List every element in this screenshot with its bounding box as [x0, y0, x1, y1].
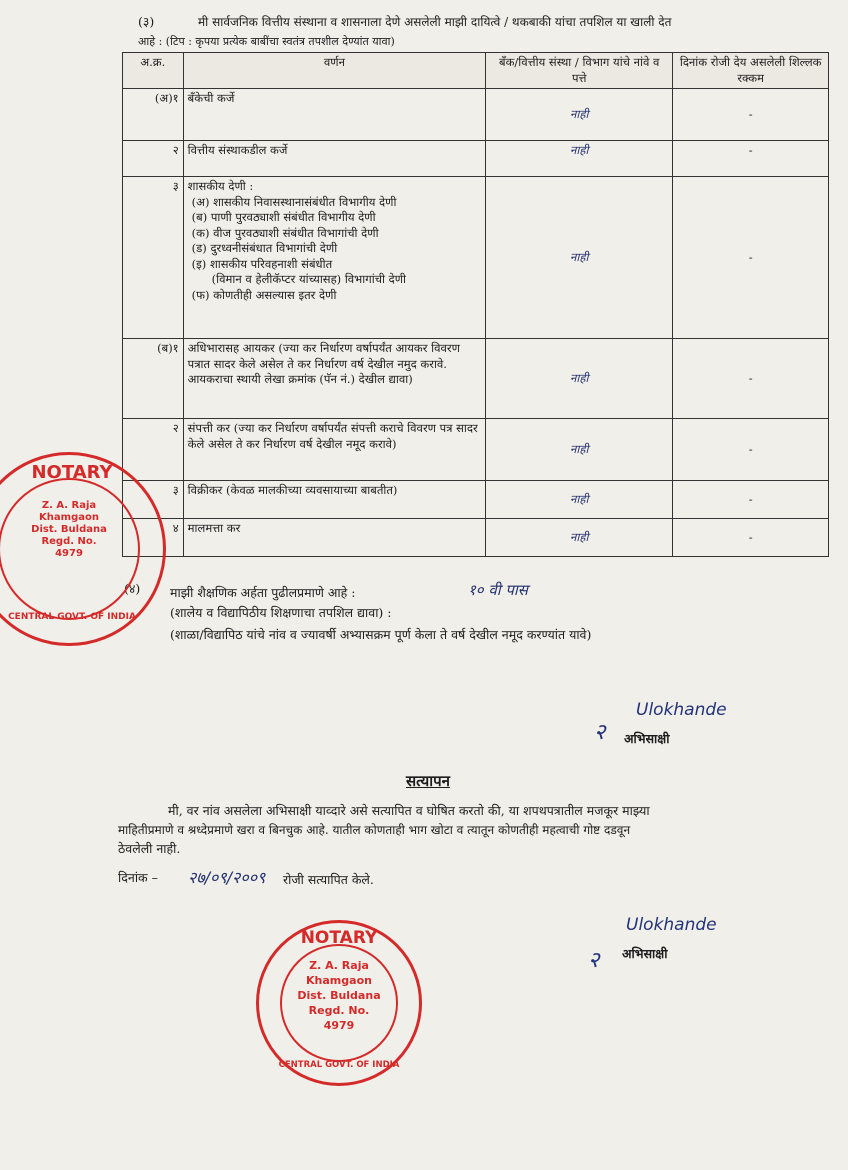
date-suffix: रोजी सत्यापित केले. — [283, 872, 374, 887]
row-bank: नाही — [486, 141, 673, 177]
stamp-bottom-text: CENTRAL GOVT. OF INDIA — [278, 1060, 400, 1070]
liabilities-table — [122, 52, 829, 557]
row-amount: - — [673, 89, 829, 141]
row-description: मालमत्ता कर — [183, 519, 485, 557]
row-description: संपत्ती कर (ज्या कर निर्धारण वर्षापर्यंत संपत्ती कराचे विवरण पत्र सादर केले असेल ते कर निर्धारण वर्ष देखील नमूद करावे) — [183, 419, 485, 481]
section3-heading-line2: आहे : (टिप : कृपया प्रत्येक बाबींचा स्वतंत्र तपशील देण्यांत यावा) — [138, 35, 395, 48]
section4-line2: (शालेय व विद्यापिठीय शिक्षणाचा तपशिल द्यावा) : — [170, 605, 392, 620]
stamp-regd: Regd. No. — [41, 536, 97, 547]
stamp-bottom-text: CENTRAL GOVT. OF INDIA — [8, 612, 136, 622]
row-amount: - — [673, 419, 829, 481]
row-description: शासकीय देणी : — [187, 179, 254, 193]
row-sr: ४ — [123, 519, 184, 557]
date-value: २७/०९/२००९ — [188, 868, 266, 887]
row-sr: २ — [123, 419, 184, 481]
stamp-district: Dist. Buldana — [297, 989, 381, 1002]
sub-item: (इ) शासकीय परिवहनाशी संबंधीत — [191, 256, 333, 271]
row-sr: ३ — [123, 481, 184, 519]
verification-line1: मी, वर नांव असलेला अभिसाक्षी याव्दारे असे सत्यापित व घोषित करतो की, या शपथपत्रातील मजकूर माझ्या — [168, 803, 650, 818]
header-sr: अ.क्र. — [123, 53, 184, 89]
section3-heading-line1: मी सार्वजनिक वित्तीय संस्थाना व शासनाला देणे असलेली माझी दायित्वे / थकबाकी यांचा तपशिल या खाली देत — [198, 15, 672, 29]
row-bank: नाही — [486, 481, 673, 519]
row-sr: २ — [123, 141, 184, 177]
verification-title: सत्यापन — [406, 772, 450, 790]
row-bank: नाही — [486, 419, 673, 481]
row-amount: - — [673, 481, 829, 519]
row-amount: - — [673, 519, 829, 557]
stamp-top-text: NOTARY — [300, 928, 378, 948]
table-row — [123, 177, 829, 339]
row-description: बँकेची कर्जे — [183, 89, 485, 141]
row-amount: - — [673, 177, 829, 339]
sub-item: (ब) पाणी पुरवठ्याशी संबंधीत विभागीय देणी — [191, 210, 376, 224]
signature2-name: Ulokhande — [626, 915, 717, 935]
row-bank: नाही — [486, 339, 673, 419]
row-bank: नाही — [486, 89, 673, 141]
stamp-place: Khamgaon — [306, 974, 372, 987]
table-row — [123, 419, 829, 481]
table-header-row — [123, 53, 829, 89]
stamp-top-text: NOTARY — [31, 462, 113, 483]
row-amount: - — [673, 339, 829, 419]
section4-number: (४) — [124, 581, 141, 596]
stamp-center — [14, 500, 124, 560]
row-description-group — [183, 177, 485, 339]
table-row — [123, 89, 829, 141]
stamp-name: Z. A. Raja — [309, 959, 369, 972]
header-bank: बँक/वित्तीय संस्था / विभाग यांचे नांवे व पत्ते — [486, 53, 673, 89]
qualification-handwritten: १० वी पास — [468, 581, 528, 599]
row-description: अधिभारासह आयकर (ज्या कर निर्धारण वर्षापर्यंत आयकर विवरण पत्रात सादर केले असेल ते कर निर्धारण वर्ष देखील नमुद करावे. आयकराचा स्थायी लेखा क्रमांक (पॅन नं.) देखील द्यावा) — [183, 339, 485, 419]
sub-item: (फ) कोणतीही असल्यास इतर देणी — [191, 287, 337, 302]
table-row — [123, 339, 829, 419]
signature1-name: Ulokhande — [636, 700, 727, 720]
table-row — [123, 519, 829, 557]
stamp-place: Khamgaon — [39, 512, 99, 523]
header-description: वर्णन — [183, 53, 485, 89]
stamp-number: 4979 — [55, 548, 83, 559]
row-description: विक्रीकर (केवळ मालकीच्या व्यवसायाच्या बाबतीत) — [183, 481, 485, 519]
row-bank: नाही — [486, 177, 673, 339]
signature2-mark: २ — [588, 948, 600, 973]
stamp-number: 4979 — [323, 1019, 355, 1032]
sub-item: (क) वीज पुरवठ्याशी संबंधीत विभागांची देणी — [191, 225, 379, 240]
table-row — [123, 481, 829, 519]
signature1-mark: २ — [594, 720, 606, 745]
section4-line1: माझी शैक्षणिक अर्हता पुढीलप्रमाणे आहे : — [170, 585, 356, 600]
stamp-regd: Regd. No. — [308, 1004, 370, 1017]
signature1-label: अभिसाक्षी — [624, 731, 670, 746]
notary-stamp-bottom — [256, 920, 422, 1086]
section3-number: (३) — [138, 14, 155, 29]
row-sr: (अ)१ — [123, 89, 184, 141]
signature2-label: अभिसाक्षी — [622, 946, 668, 961]
section4-line3: (शाळा/विद्यापिठ यांचे नांव व ज्यावर्षी अभ्यासक्रम पूर्ण केला ते वर्ष देखील नमूद करण्यांत यावे) — [170, 627, 592, 642]
verification-line3: ठेवलेली नाही. — [118, 841, 181, 856]
row-description: वित्तीय संस्थाकडील कर्जे — [183, 141, 485, 177]
table-row — [123, 141, 829, 177]
stamp-name: Z. A. Raja — [41, 500, 97, 511]
sub-item: (विमान व हेलीकॅप्टर यांच्यासह) विभागांची देणी — [211, 272, 407, 286]
header-amount: दिनांक रोजी देय असलेली शिल्लक रक्कम — [673, 53, 829, 89]
row-bank: नाही — [486, 519, 673, 557]
verification-line2: माहितीप्रमाणे व श्रध्देप्रमाणे खरा व बिनचुक आहे. यातील कोणताही भाग खोटा व त्यातून कोणतीही महत्वाची गोष्ट दडवून — [118, 823, 631, 837]
row-amount: - — [673, 141, 829, 177]
row-sr: ३ — [123, 177, 184, 339]
row-sr: (ब)१ — [123, 339, 184, 419]
stamp-district: Dist. Buldana — [31, 524, 107, 535]
date-label: दिनांक – — [118, 870, 158, 885]
sub-item: (अ) शासकीय निवासस्थानासंबंधीत विभागीय देणी — [191, 194, 397, 209]
sub-item: (ड) दुरध्वनीसंबंधात विभागांची देणी — [191, 241, 338, 255]
stamp-center — [286, 958, 392, 1033]
